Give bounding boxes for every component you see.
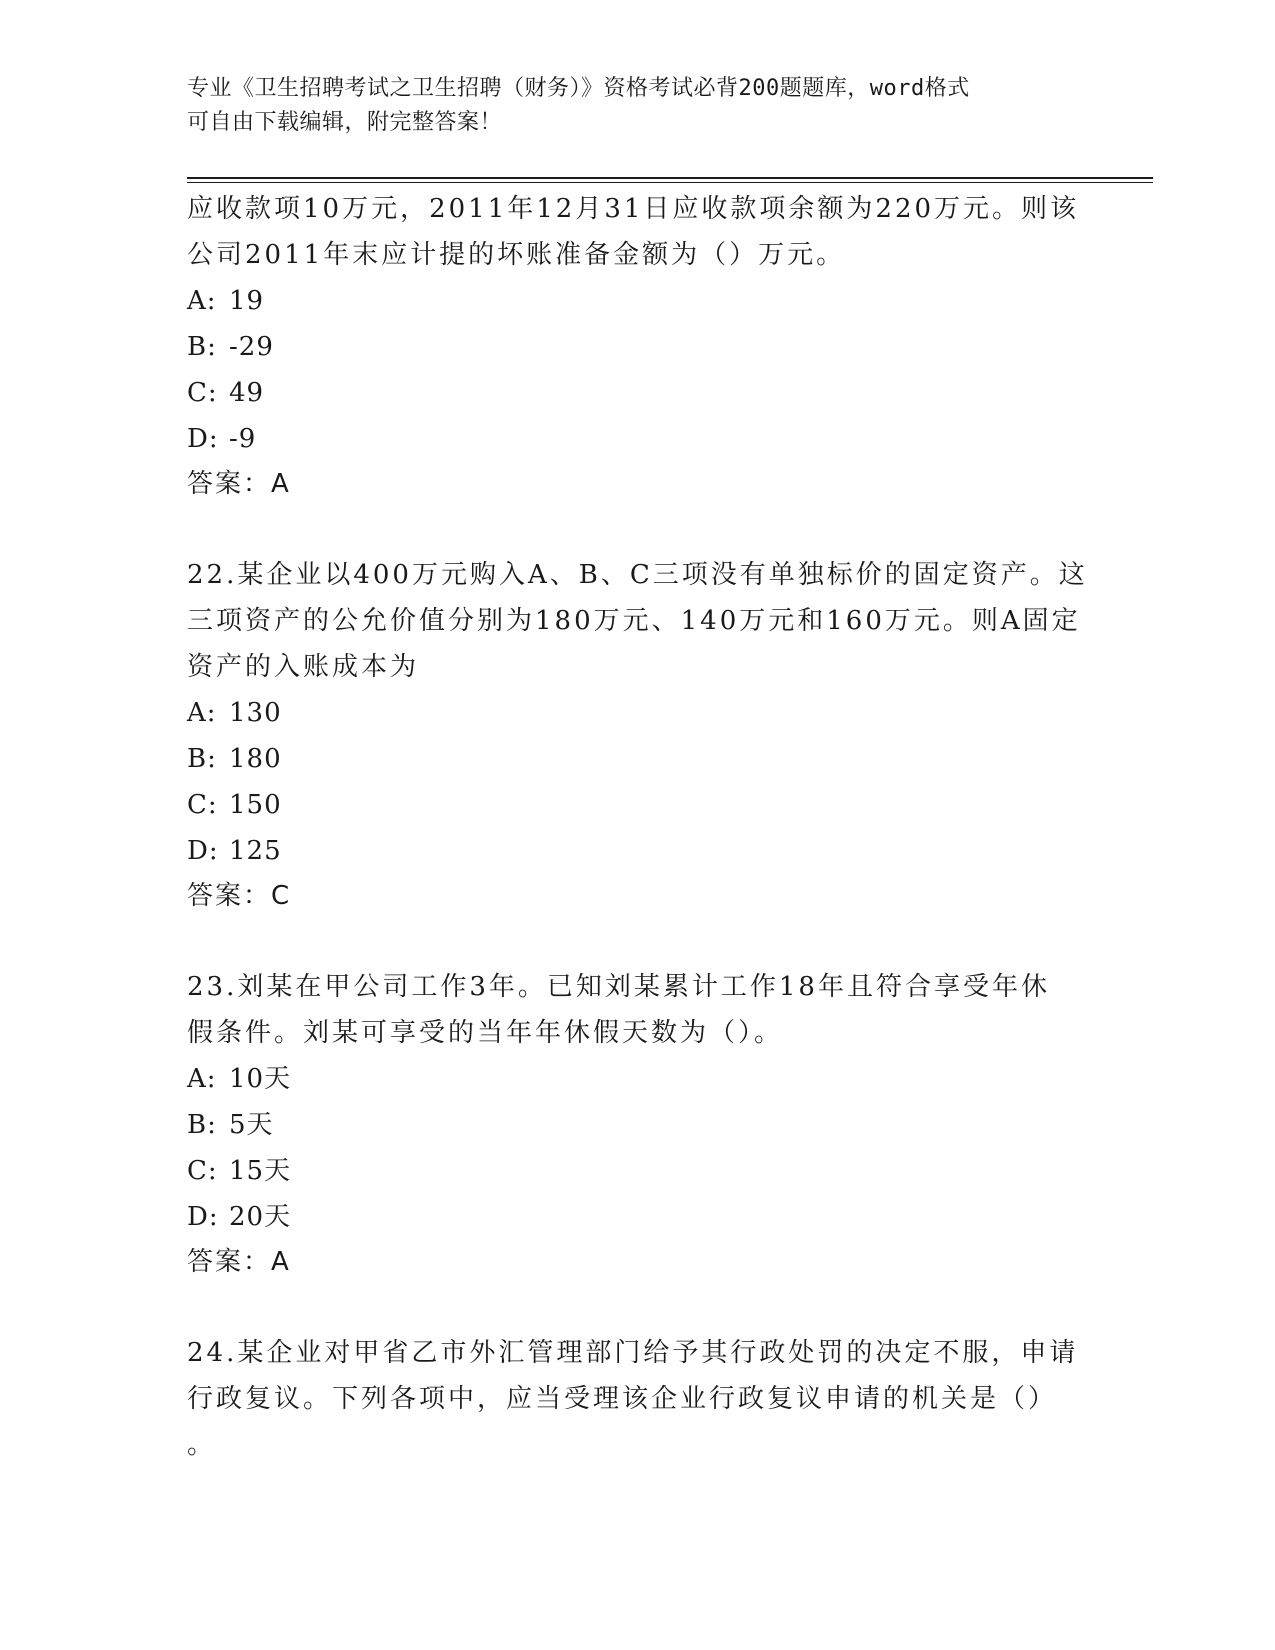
option-b <box>187 324 1087 370</box>
answer-line: 答案：A <box>187 469 291 499</box>
question-23 <box>187 964 1087 1284</box>
option-letter: A: <box>187 698 217 728</box>
option-letter: B: <box>187 1110 217 1140</box>
option-letter: D: <box>187 836 219 866</box>
option-text: 180 <box>229 744 282 774</box>
option-letter: C: <box>187 1156 218 1186</box>
spacer <box>187 506 1087 552</box>
option-text: -9 <box>229 424 257 454</box>
spacer <box>187 918 1087 964</box>
option-text: 5天 <box>229 1110 274 1140</box>
question-text-line: 假条件。刘某可享受的当年年休假天数为（）。 <box>187 1018 784 1048</box>
question-text-line: 23.刘某在甲公司工作3年。已知刘某累计工作18年且符合享受年休 <box>187 972 1050 1002</box>
question-22 <box>187 552 1087 918</box>
option-d <box>187 1194 1087 1240</box>
header-divider-thick <box>187 177 1153 179</box>
question-24 <box>187 1330 1087 1468</box>
question-text-line: 公司2011年末应计提的坏账准备金额为（）万元。 <box>187 240 846 270</box>
option-text: 10天 <box>229 1064 292 1094</box>
option-b <box>187 1102 1087 1148</box>
option-text: 49 <box>229 378 265 408</box>
answer-line: 答案：C <box>187 881 292 911</box>
option-text: 125 <box>229 836 282 866</box>
option-letter: B: <box>187 744 217 774</box>
document-header <box>187 72 1087 140</box>
option-a <box>187 278 1087 324</box>
option-c <box>187 782 1087 828</box>
header-divider-thin <box>187 182 1153 183</box>
question-text-line: 22.某企业以400万元购入A、B、C三项没有单独标价的固定资产。这 <box>187 560 1088 590</box>
option-letter: A: <box>187 1064 217 1094</box>
option-text: 150 <box>229 790 282 820</box>
option-letter: A: <box>187 286 217 316</box>
option-text: -29 <box>229 332 274 362</box>
question-list <box>187 186 1087 1468</box>
spacer <box>187 1284 1087 1330</box>
option-a <box>187 690 1087 736</box>
option-text: 19 <box>229 286 265 316</box>
question-text-line: 三项资产的公允价值分别为180万元、140万元和160万元。则A固定 <box>187 606 1081 636</box>
option-text: 20天 <box>229 1202 292 1232</box>
question-21 <box>187 186 1087 506</box>
answer-line: 答案：A <box>187 1247 291 1277</box>
question-text-line: 资产的入账成本为 <box>187 652 420 682</box>
option-text: 15天 <box>229 1156 292 1186</box>
option-c <box>187 370 1087 416</box>
question-text-line: 。 <box>187 1430 217 1460</box>
option-letter: B: <box>187 332 217 362</box>
option-letter: C: <box>187 790 218 820</box>
question-text-line: 应收款项10万元，2011年12月31日应收款项余额为220万元。则该 <box>187 194 1080 224</box>
header-title-line-2: 可自由下载编辑，附完整答案！ <box>187 110 503 135</box>
option-d <box>187 416 1087 462</box>
option-c <box>187 1148 1087 1194</box>
option-a <box>187 1056 1087 1102</box>
header-title-line-1: 专业《卫生招聘考试之卫生招聘（财务）》资格考试必背200题题库，word格式 <box>187 76 970 101</box>
option-letter: D: <box>187 1202 219 1232</box>
option-letter: C: <box>187 378 218 408</box>
option-text: 130 <box>229 698 282 728</box>
option-letter: D: <box>187 424 219 454</box>
question-text-line: 行政复议。下列各项中，应当受理该企业行政复议申请的机关是（） <box>187 1384 1058 1414</box>
option-d <box>187 828 1087 874</box>
question-text-line: 24.某企业对甲省乙市外汇管理部门给予其行政处罚的决定不服，申请 <box>187 1338 1079 1368</box>
option-b <box>187 736 1087 782</box>
